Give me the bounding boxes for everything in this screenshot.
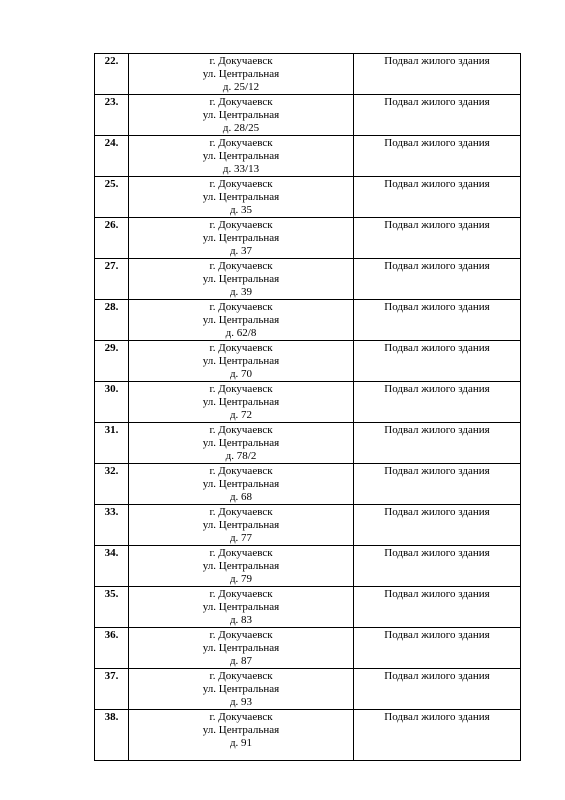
address-city: г. Докучаевск — [209, 219, 273, 231]
shelter-type: Подвал жилого здания — [384, 260, 490, 272]
address-street: ул. Центральная — [202, 232, 280, 244]
table-row — [95, 341, 521, 382]
row-number-cell — [95, 218, 129, 259]
shelter-type-cell — [354, 382, 521, 423]
shelter-type-cell — [354, 177, 521, 218]
address-city: г. Докучаевск — [209, 506, 273, 518]
address-city: г. Докучаевск — [209, 629, 273, 641]
shelter-type-cell — [354, 587, 521, 628]
shelter-type-cell — [354, 505, 521, 546]
address-house: д. 25/12 — [222, 81, 260, 93]
shelter-type: Подвал жилого здания — [384, 383, 490, 395]
address-house: д. 72 — [229, 409, 253, 421]
shelter-type-cell — [354, 628, 521, 669]
address-city: г. Докучаевск — [209, 588, 273, 600]
row-number-cell — [95, 259, 129, 300]
address-street: ул. Центральная — [202, 642, 280, 654]
shelter-type-cell — [354, 54, 521, 95]
shelter-type: Подвал жилого здания — [384, 137, 490, 149]
row-number: 24. — [104, 137, 119, 149]
address-street: ул. Центральная — [202, 560, 280, 572]
shelter-type: Подвал жилого здания — [384, 301, 490, 313]
table-row — [95, 177, 521, 218]
shelter-type: Подвал жилого здания — [384, 96, 490, 108]
address-house: д. 35 — [229, 204, 253, 216]
table-row — [95, 136, 521, 177]
address-city: г. Докучаевск — [209, 711, 273, 723]
address-house: д. 87 — [229, 655, 253, 667]
address-house: д. 91 — [229, 737, 253, 749]
address-cell — [129, 505, 354, 546]
address-street: ул. Центральная — [202, 724, 280, 736]
address-house: д. 77 — [229, 532, 253, 544]
table-row — [95, 54, 521, 95]
address-city: г. Докучаевск — [209, 424, 273, 436]
row-number-cell — [95, 505, 129, 546]
address-cell — [129, 587, 354, 628]
shelter-type-cell — [354, 218, 521, 259]
row-number-cell — [95, 587, 129, 628]
address-cell — [129, 669, 354, 710]
shelter-type: Подвал жилого здания — [384, 342, 490, 354]
table-row — [95, 505, 521, 546]
row-number: 30. — [104, 383, 119, 395]
table-row — [95, 259, 521, 300]
row-number-cell — [95, 95, 129, 136]
row-number-cell — [95, 628, 129, 669]
address-house: д. 70 — [229, 368, 253, 380]
address-city: г. Докучаевск — [209, 342, 273, 354]
address-street: ул. Центральная — [202, 601, 280, 613]
address-cell — [129, 218, 354, 259]
shelter-type: Подвал жилого здания — [384, 629, 490, 641]
address-street: ул. Центральная — [202, 683, 280, 695]
address-street: ул. Центральная — [202, 519, 280, 531]
address-cell — [129, 341, 354, 382]
shelter-type: Подвал жилого здания — [384, 219, 490, 231]
row-number-cell — [95, 464, 129, 505]
row-number: 34. — [104, 547, 119, 559]
row-number-cell — [95, 341, 129, 382]
shelter-type: Подвал жилого здания — [384, 465, 490, 477]
shelter-type-cell — [354, 259, 521, 300]
address-city: г. Докучаевск — [209, 178, 273, 190]
shelter-type-cell — [354, 546, 521, 587]
address-cell — [129, 546, 354, 587]
table-row — [95, 300, 521, 341]
table-row — [95, 546, 521, 587]
row-number: 35. — [104, 588, 119, 600]
address-cell — [129, 382, 354, 423]
row-number: 25. — [104, 178, 119, 190]
shelter-type-cell — [354, 669, 521, 710]
address-street: ул. Центральная — [202, 478, 280, 490]
row-number: 33. — [104, 506, 119, 518]
address-street: ул. Центральная — [202, 191, 280, 203]
row-number-cell — [95, 177, 129, 218]
shelter-type-cell — [354, 136, 521, 177]
table-row — [95, 710, 521, 761]
address-house: д. 93 — [229, 696, 253, 708]
address-city: г. Докучаевск — [209, 670, 273, 682]
address-house: д. 68 — [229, 491, 253, 503]
shelter-type-cell — [354, 95, 521, 136]
shelter-type: Подвал жилого здания — [384, 711, 490, 723]
row-number: 22. — [104, 55, 119, 67]
address-street: ул. Центральная — [202, 273, 280, 285]
address-cell — [129, 300, 354, 341]
address-cell — [129, 710, 354, 761]
row-number: 36. — [104, 629, 119, 641]
shelter-type: Подвал жилого здания — [384, 670, 490, 682]
row-number: 37. — [104, 670, 119, 682]
shelter-type: Подвал жилого здания — [384, 178, 490, 190]
address-cell — [129, 95, 354, 136]
row-number-cell — [95, 546, 129, 587]
row-number: 38. — [104, 711, 119, 723]
address-street: ул. Центральная — [202, 314, 280, 326]
address-house: д. 33/13 — [222, 163, 260, 175]
shelter-type-cell — [354, 341, 521, 382]
address-cell — [129, 259, 354, 300]
shelter-type: Подвал жилого здания — [384, 547, 490, 559]
shelter-table-body — [95, 54, 521, 761]
row-number: 26. — [104, 219, 119, 231]
shelter-type-cell — [354, 710, 521, 761]
address-street: ул. Центральная — [202, 68, 280, 80]
address-street: ул. Центральная — [202, 150, 280, 162]
address-city: г. Докучаевск — [209, 55, 273, 67]
row-number-cell — [95, 710, 129, 761]
address-street: ул. Центральная — [202, 355, 280, 367]
address-house: д. 37 — [229, 245, 253, 257]
address-house: д. 83 — [229, 614, 253, 626]
address-city: г. Докучаевск — [209, 547, 273, 559]
address-house: д. 39 — [229, 286, 253, 298]
address-street: ул. Центральная — [202, 109, 280, 121]
table-row — [95, 628, 521, 669]
shelter-type: Подвал жилого здания — [384, 506, 490, 518]
table-row — [95, 218, 521, 259]
address-city: г. Докучаевск — [209, 260, 273, 272]
row-number-cell — [95, 382, 129, 423]
address-cell — [129, 464, 354, 505]
table-row — [95, 464, 521, 505]
row-number: 23. — [104, 96, 119, 108]
address-house: д. 79 — [229, 573, 253, 585]
row-number-cell — [95, 423, 129, 464]
shelter-table — [94, 53, 521, 761]
address-street: ул. Центральная — [202, 437, 280, 449]
shelter-type-cell — [354, 423, 521, 464]
row-number: 27. — [104, 260, 119, 272]
row-number: 32. — [104, 465, 119, 477]
shelter-type: Подвал жилого здания — [384, 55, 490, 67]
address-city: г. Докучаевск — [209, 465, 273, 477]
table-row — [95, 423, 521, 464]
table-row — [95, 382, 521, 423]
shelter-type: Подвал жилого здания — [384, 424, 490, 436]
row-number-cell — [95, 136, 129, 177]
address-city: г. Докучаевск — [209, 383, 273, 395]
shelter-type-cell — [354, 300, 521, 341]
address-city: г. Докучаевск — [209, 137, 273, 149]
address-street: ул. Центральная — [202, 396, 280, 408]
address-house: д. 62/8 — [225, 327, 257, 339]
table-row — [95, 95, 521, 136]
row-number: 28. — [104, 301, 119, 313]
table-row — [95, 587, 521, 628]
row-number: 29. — [104, 342, 119, 354]
address-city: г. Докучаевск — [209, 96, 273, 108]
address-cell — [129, 628, 354, 669]
shelter-type: Подвал жилого здания — [384, 588, 490, 600]
address-cell — [129, 136, 354, 177]
address-city: г. Докучаевск — [209, 301, 273, 313]
row-number-cell — [95, 54, 129, 95]
row-number-cell — [95, 669, 129, 710]
address-cell — [129, 177, 354, 218]
shelter-type-cell — [354, 464, 521, 505]
table-row — [95, 669, 521, 710]
address-cell — [129, 54, 354, 95]
address-house: д. 28/25 — [222, 122, 260, 134]
address-cell — [129, 423, 354, 464]
address-house: д. 78/2 — [225, 450, 257, 462]
row-number-cell — [95, 300, 129, 341]
row-number: 31. — [104, 424, 119, 436]
